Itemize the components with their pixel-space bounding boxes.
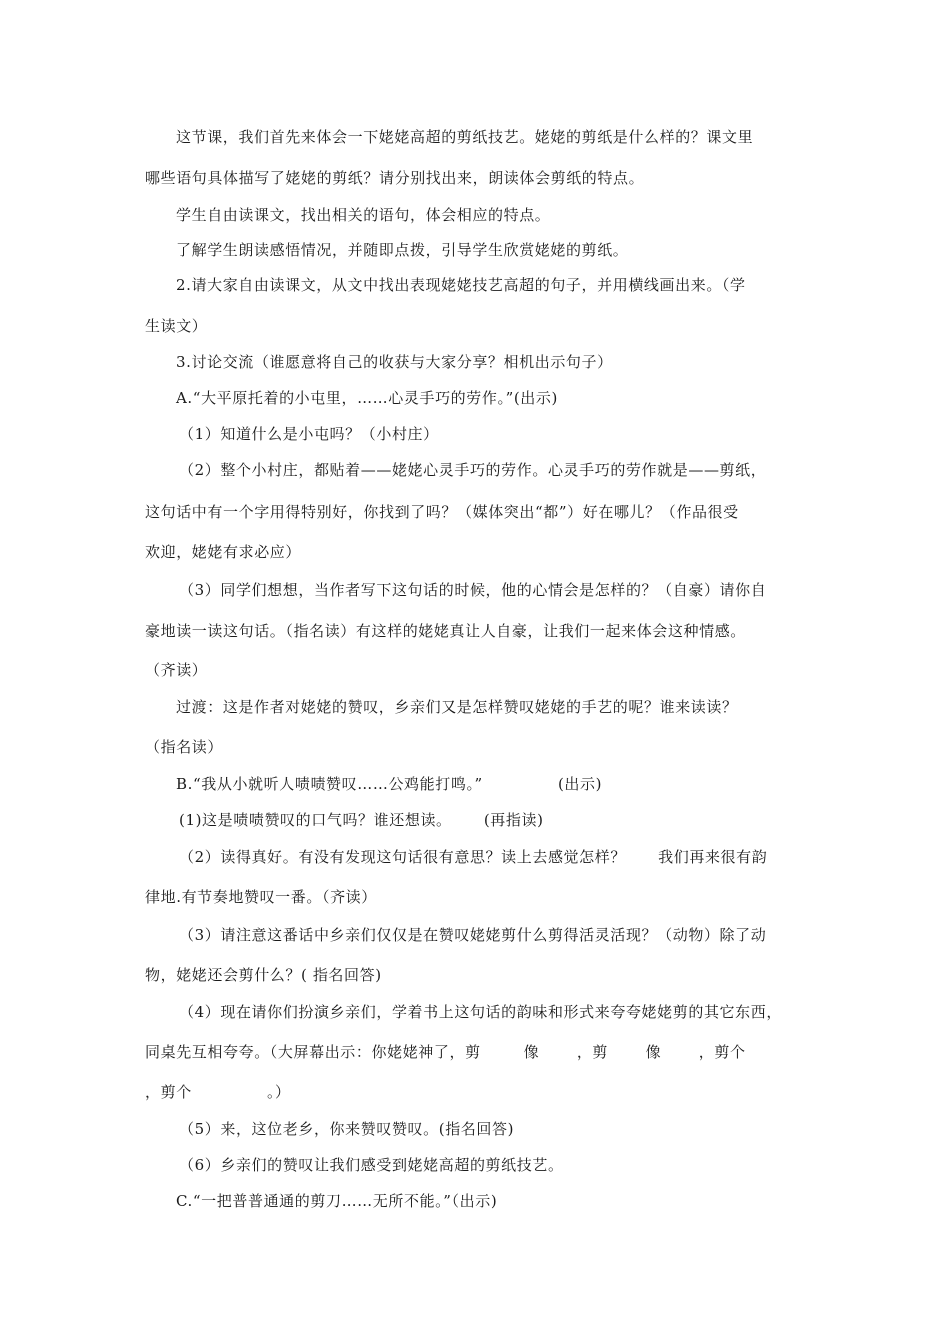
paragraph-line: 欢迎，姥姥有求必应） xyxy=(145,543,302,561)
paragraph-line: （3）请注意这番话中乡亲们仅仅是在赞叹姥姥剪什么剪得活灵活现？（动物）除了动 xyxy=(179,926,767,944)
paragraph-line: (1)这是啧啧赞叹的口气吗？谁还想读。 (再指读) xyxy=(179,811,544,829)
paragraph-line: （2）整个小村庄，都贴着——姥姥心灵手巧的劳作。心灵手巧的劳作就是——剪纸， xyxy=(179,461,767,479)
paragraph-line: 同桌先互相夸夸。（大屏幕出示：你姥姥神了，剪 像 ，剪 像 ，剪个 xyxy=(145,1043,746,1061)
paragraph-line: 3.讨论交流（谁愿意将自己的收获与大家分享？相机出示句子） xyxy=(176,353,613,371)
paragraph-line: 豪地读一读这句话。（指名读）有这样的姥姥真让人自豪，让我们一起来体会这种情感。 xyxy=(145,622,746,640)
paragraph-line: （1）知道什么是小屯吗？（小村庄） xyxy=(179,425,439,443)
paragraph-line: 学生自由读课文，找出相关的语句，体会相应的特点。 xyxy=(176,206,551,224)
paragraph-line: B.“我从小就听人啧啧赞叹……公鸡能打鸣。” (出示) xyxy=(176,775,603,793)
paragraph-line: 了解学生朗读感悟情况，并随即点拨，引导学生欣赏姥姥的剪纸。 xyxy=(176,241,629,259)
paragraph-line: （指名读） xyxy=(145,738,224,756)
paragraph-line: （6）乡亲们的赞叹让我们感受到姥姥高超的剪纸技艺。 xyxy=(179,1156,564,1174)
paragraph-line: （4）现在请你们扮演乡亲们，学着书上这句话的韵味和形式来夸夸姥姥剪的其它东西， xyxy=(179,1003,782,1021)
paragraph-line: 这句话中有一个字用得特别好，你找到了吗？（媒体突出“都”）好在哪儿？（作品很受 xyxy=(145,503,739,521)
paragraph-line: ，剪个 。） xyxy=(145,1083,291,1101)
paragraph-line: （齐读） xyxy=(145,661,208,679)
paragraph-line: 哪些语句具体描写了姥姥的剪纸？请分别找出来，朗读体会剪纸的特点。 xyxy=(145,169,645,187)
paragraph-line: （3）同学们想想，当作者写下这句话的时候，他的心情会是怎样的？（自豪）请你自 xyxy=(179,581,767,599)
paragraph-line: 这节课，我们首先来体会一下姥姥高超的剪纸技艺。姥姥的剪纸是什么样的？课文里 xyxy=(176,128,754,146)
paragraph-line: 过渡：这是作者对姥姥的赞叹，乡亲们又是怎样赞叹姥姥的手艺的呢？谁来读读？ xyxy=(176,698,738,716)
paragraph-line: 物，姥姥还会剪什么？( 指名回答) xyxy=(145,966,382,984)
paragraph-line: 生读文） xyxy=(145,317,208,335)
paragraph-line: 2.请大家自由读课文，从文中找出表现姥姥技艺高超的句子，并用横线画出来。（学 xyxy=(176,276,746,294)
paragraph-line: A.“大平原托着的小屯里，……心灵手巧的劳作。”(出示) xyxy=(176,389,558,407)
paragraph-line: C.“一把普普通通的剪刀……无所不能。”（出示) xyxy=(176,1192,498,1210)
paragraph-line: 律地.有节奏地赞叹一番。（齐读） xyxy=(145,888,377,906)
paragraph-line: （5）来，这位老乡，你来赞叹赞叹。(指名回答) xyxy=(179,1120,515,1138)
paragraph-line: （2）读得真好。有没有发现这句话很有意思？读上去感觉怎样？ 我们再来很有韵 xyxy=(179,848,768,866)
